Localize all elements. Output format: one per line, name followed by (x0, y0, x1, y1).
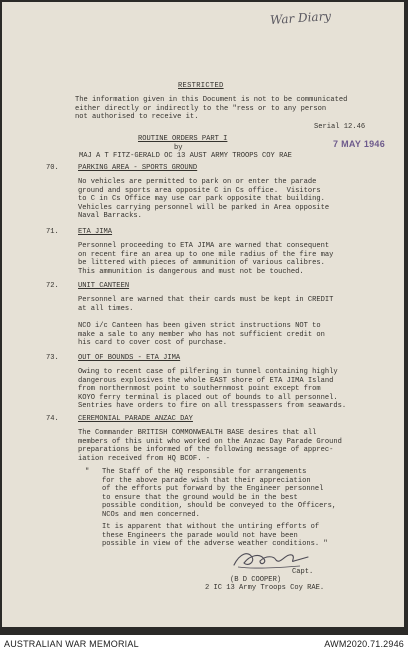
order-number: 72. (46, 282, 59, 290)
order-number: 74. (46, 415, 59, 423)
date-stamp: 7 MAY 1946 (333, 139, 386, 149)
order-paragraph: The Commander BRITISH COMMONWEALTH BASE desires that all members of this unit who worked on the Anzac Day Parade Ground preparations be informed of the following message of apprec- iation received from HQ BCOF. - (78, 429, 342, 463)
order-paragraph: Personnel are warned that their cards must be kept in CREDIT at all times. (78, 296, 334, 313)
quoted-message: The Staff of the HQ responsible for arrangements for the above parade wish that their appreciation of the efforts put forward by the Engineer personnel to ensure that the ground would be in the best possible condition, should be conveyed to the Officers, NCOs and men concerned. (102, 468, 337, 519)
order-title: PARKING AREA - SPORTS GROUND (78, 164, 198, 172)
order-number: 70. (46, 164, 59, 172)
order-paragraph: NCO i/c Canteen has been given strict instructions NOT to make a sale to any member who has not sufficient credit on his card to cover cost of purchase. (78, 322, 325, 348)
classification-heading: RESTRICTED (178, 82, 224, 90)
quote-mark: " (85, 468, 90, 476)
serial-number: Serial 12.46 (314, 123, 366, 131)
archive-name: AUSTRALIAN WAR MEMORIAL (4, 639, 139, 649)
notice-line-3: not authorised to receive it. (75, 113, 199, 122)
document-page (2, 2, 404, 627)
order-paragraph: No vehicles are permitted to park on or enter the parade ground and sports area opposite C in Cs office. Visitors to C in Cs Office may use car park opposite that building. Vehicles carrying personnel will be parked in Area opposite Naval Barracks. (78, 178, 330, 221)
order-paragraph: Owing to recent case of pilfering in tunnel containing highly dangerous explosives the whole EAST shore of ETA JIMA Island from northernmost point to southernmost point except from KOYO ferry terminal is placed out of bounds to all personnel. Sentries have orders to fire on all tresspassers from seawards. (78, 368, 347, 411)
notice-line-2: either directly or indirectly to the "ress or to any person (75, 104, 327, 113)
quoted-message: It is apparent that without the untiring efforts of these Engineers the parade would not have been possible in view of the adverse weather conditions. " (102, 523, 328, 549)
order-title: ETA JIMA (78, 228, 113, 236)
accession-number: AWM2020.71.2946 (324, 639, 404, 649)
order-title: OUT OF BOUNDS - ETA JIMA (78, 354, 181, 362)
archive-footer (0, 635, 408, 653)
order-number: 71. (46, 228, 59, 236)
order-paragraph: Personnel proceeding to ETA JIMA are warned that consequent on recent fire an area up to one mile radius of the fire may be littered with pieces of ammunition of various calibres. This ammunition is dangerous and must not be touched. (78, 242, 334, 276)
orders-heading-officer: MAJ A T FITZ-GERALD OC 13 AUST ARMY TROOPS COY RAE (79, 152, 292, 161)
order-title: CEREMONIAL PARADE ANZAC DAY (78, 415, 193, 423)
orders-heading: ROUTINE ORDERS PART I (138, 135, 228, 143)
order-number: 73. (46, 354, 59, 362)
notice-line-1: The information given in this Document is not to be communicated (75, 96, 348, 104)
signatory-appointment: 2 IC 13 Army Troops Coy RAE. (205, 584, 325, 592)
order-title: UNIT CANTEEN (78, 282, 130, 290)
signatory-name: (B D COOPER) (230, 576, 282, 584)
corner-annotation: War Diary (269, 8, 332, 28)
signatory-rank: Capt. (292, 568, 314, 576)
orders-heading-by: by (174, 143, 183, 152)
